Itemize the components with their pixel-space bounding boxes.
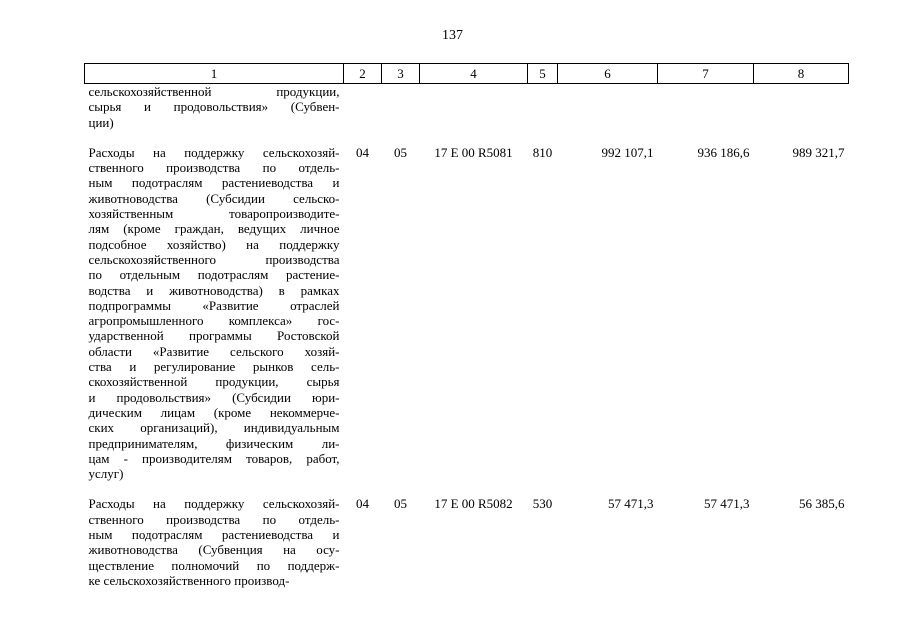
description-line: животноводства (Субсидии сельско- xyxy=(88,190,340,206)
description-line: по отдельным подотраслям растение- xyxy=(88,267,340,283)
description-line: сельскохозяйственного производства xyxy=(88,251,340,267)
row-amount-year-1: 992 107,1 xyxy=(601,144,654,160)
row-expense-type: 530 xyxy=(532,496,553,512)
row-amount-year-3 xyxy=(754,84,849,130)
description-line: ным подотраслям растениеводства и xyxy=(88,175,340,191)
description-line: водства и животноводства) в рамках xyxy=(88,282,340,298)
description-line: ке сельскохозяйственного производ- xyxy=(88,572,290,588)
row-subsection: 05 xyxy=(394,496,407,512)
description-line: ских организаций), индивидуальным xyxy=(88,420,340,436)
row-target-article: 17 Е 00 R5081 xyxy=(434,144,513,160)
row-amount-year-3: 989 321,7 xyxy=(792,144,845,160)
description-line: Расходы на поддержку сельскохозяй- xyxy=(88,496,340,512)
description-line: предпринимателям, физическим ли- xyxy=(88,435,340,451)
description-line: агропромышленного комплекса» гос- xyxy=(88,313,340,329)
column-header-2: 2 xyxy=(344,64,382,84)
column-header-3: 3 xyxy=(382,64,420,84)
column-header-8: 8 xyxy=(754,64,849,84)
description-line: Расходы на поддержку сельскохозяй- xyxy=(88,144,340,160)
row-section: 04 xyxy=(356,144,369,160)
row-description xyxy=(85,84,344,130)
row-amount-year-1 xyxy=(558,84,658,130)
description-line: области «Развитие сельского хозяй- xyxy=(88,343,340,359)
description-line: ным подотраслям растениеводства и xyxy=(88,527,340,543)
description-line: хозяйственным товаропроизводите- xyxy=(88,206,340,222)
description-line: подсобное хозяйство) на поддержку xyxy=(88,236,340,252)
row-section xyxy=(344,84,382,130)
column-header-6: 6 xyxy=(558,64,658,84)
description-line: ственного производства по отдель- xyxy=(88,160,340,176)
row-description xyxy=(85,496,344,588)
description-line: дическим лицам (кроме некоммерче- xyxy=(88,404,340,420)
description-line: и продовольствия» (Субсидии юри- xyxy=(88,389,340,405)
description-line: ции) xyxy=(88,114,114,130)
column-number-header-row xyxy=(85,64,849,84)
description-line: скохозяйственной продукции, сырья xyxy=(88,374,340,390)
description-line: ударственной программы Ростовской xyxy=(88,328,340,344)
page-number: 137 xyxy=(442,28,463,43)
row-amount-year-2 xyxy=(658,84,754,130)
row-description xyxy=(85,145,344,482)
description-line: лям (кроме граждан, ведущих личное xyxy=(88,221,340,237)
row-section: 04 xyxy=(356,496,369,512)
row-amount-year-2: 57 471,3 xyxy=(704,496,750,512)
row-expense-type: 810 xyxy=(532,144,553,160)
column-header-1: 1 xyxy=(85,64,344,84)
description-line: услуг) xyxy=(88,466,124,482)
row-amount-year-1: 57 471,3 xyxy=(608,496,654,512)
description-line: цам - производителям товаров, работ, xyxy=(88,450,340,466)
description-line: подпрограммы «Развитие отраслей xyxy=(88,297,340,313)
table-row-continuation xyxy=(85,84,849,130)
description-line: ства и регулирование рынков сель- xyxy=(88,359,340,375)
row-subsection xyxy=(382,84,420,130)
budget-table xyxy=(84,63,849,588)
row-amount-year-2: 936 186,6 xyxy=(697,144,750,160)
row-target-article: 17 Е 00 R5082 xyxy=(434,496,513,512)
description-line: сырья и продовольствия» (Субвен- xyxy=(88,99,340,115)
column-header-4: 4 xyxy=(420,64,528,84)
column-header-7: 7 xyxy=(658,64,754,84)
description-line: ственного производства по отдель- xyxy=(88,511,340,527)
row-target-article xyxy=(420,84,528,130)
table-row xyxy=(85,145,849,482)
row-spacer xyxy=(85,130,849,145)
column-header-5: 5 xyxy=(528,64,558,84)
table-row xyxy=(85,496,849,588)
description-line: ществление полномочий по поддерж- xyxy=(88,557,340,573)
description-line: сельскохозяйственной продукции, xyxy=(88,84,340,99)
row-amount-year-3: 56 385,6 xyxy=(799,496,845,512)
row-expense-type xyxy=(528,84,558,130)
description-line: животноводства (Субвенция на осу- xyxy=(88,542,340,558)
row-spacer xyxy=(85,481,849,496)
row-subsection: 05 xyxy=(394,144,407,160)
